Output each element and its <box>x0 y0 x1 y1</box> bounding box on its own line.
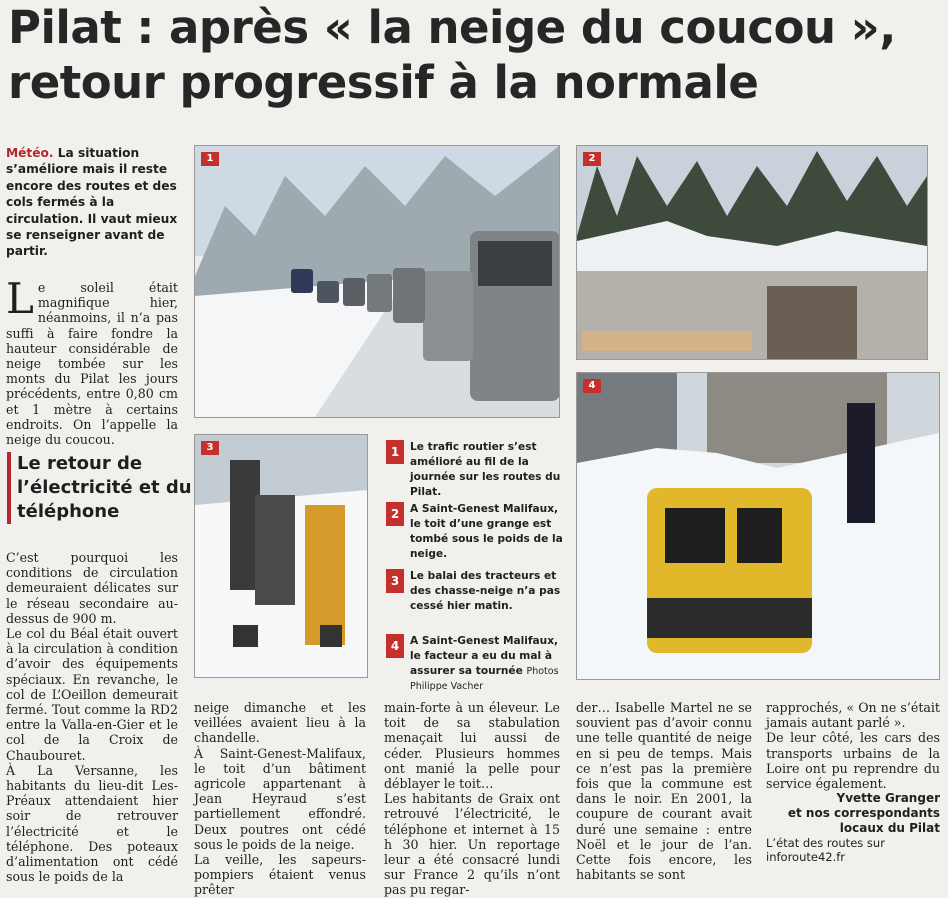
column-4: der… Isabelle Martel ne se souvient pas d’avoir connu une telle quantité de neige en si peu de temps. Mais ce n’est pas la première fois que la commune est dans le noir. En 2001, la coupure de courant avait duré une semaine : entre Noël et le jour de l’an. Cette fois encore, les habitants se sont <box>576 700 752 883</box>
caption-number: 1 <box>386 440 404 464</box>
caption-1 <box>386 440 566 500</box>
photo-traffic <box>194 145 560 418</box>
lead-paragraph <box>6 145 184 260</box>
dropcap: L <box>6 274 34 323</box>
signature-name: Yvette Granger <box>836 791 940 806</box>
caption-body <box>410 634 566 694</box>
intro-text: e soleil était magnifique hier, néanmoins, il n’a pas suffi à faire fondre la hauteur considérable de neige tombée sur les monts du Pilat les jours précédents, entre 0,80 cm et 1 mètre à certains endroits. On l’appelle la neige du coucou. <box>6 280 178 448</box>
column-3: main-forte à un éleveur. Le toit de sa stabulation menaçait lui aussi de céder. Plusieurs hommes ont manié la pelle pour déblayer le toit… Les habitants de Graix ont retrouvé l’électricité, le téléphone et internet à 15 h 30 hier. Un reportage leur a été consacré lundi sur France 2 qu’ils n’ont pas pu regar- <box>384 700 560 898</box>
caption-number: 3 <box>386 569 404 593</box>
intro-column <box>6 274 178 448</box>
column-5-text: rapprochés, « On ne s’était jamais autant parlé ». De leur côté, les cars des transports urbains de la Loire ont pu reprendre du service également. <box>766 700 940 792</box>
photo-barn <box>576 145 928 360</box>
photo-badge-1: 1 <box>201 152 219 166</box>
photo-tractor-image <box>195 435 367 677</box>
photo-barn-image <box>577 146 927 359</box>
subhead: Le retour de l’électricité et du téléphone <box>7 452 193 524</box>
photo-postman-image <box>577 373 939 679</box>
caption-text: A Saint-Genest Malifaux, le facteur a eu du mal à assurer sa tournée <box>410 635 559 677</box>
caption-text: Le balai des tracteurs et des chasse-neige n’a pas cessé hier matin. <box>410 570 561 612</box>
caption-number: 2 <box>386 502 404 526</box>
photo-badge-4: 4 <box>583 379 601 393</box>
photo-postman <box>576 372 940 680</box>
photo-credit: Photos Philippe Vacher <box>410 666 559 692</box>
column-2: neige dimanche et les veillées avaient lieu à la chandelle. À Saint-Genest-Malifaux, le toit d’un bâtiment agricole appartenant à Jean Heyraud s’est partiellement effondré. Deux poutres ont cédé sous le poids de la neige. La veille, les sapeurs-pompiers étaient venus prêter <box>194 700 366 898</box>
column-5 <box>766 700 940 864</box>
photo-traffic-image <box>195 146 559 417</box>
caption-text: Le trafic routier s’est amélioré au fil de la journée sur les routes du Pilat. <box>410 441 561 498</box>
kicker: Météo. <box>6 146 54 160</box>
caption-3 <box>386 569 566 614</box>
headline: Pilat : après « la neige du coucou », retour progressif à la normale <box>8 1 896 109</box>
photo-badge-3: 3 <box>201 441 219 455</box>
caption-2 <box>386 502 566 562</box>
lead-text: La situation s’améliore mais il reste encore des routes et des cols fermés à la circulation. Il vaut mieux se renseigner avant de partir. <box>6 146 178 259</box>
signature-rest: et nos correspondants locaux du Pilat <box>787 806 940 836</box>
caption-text: A Saint-Genest Malifaux, le toit d’une grange est tombé sous le poids de la neige. <box>410 503 563 560</box>
caption-4 <box>386 634 566 694</box>
photo-badge-2: 2 <box>583 152 601 166</box>
photo-tractor <box>194 434 368 678</box>
column-1: C’est pourquoi les conditions de circulation demeuraient délicates sur le réseau secondaire au-dessus de 900 m. Le col du Béal était ouvert à la circulation à condition d’avoir des équipements spéciaux. En revanche, le col de L’Oeillon demeurait fermé. Tout comme la RD2 entre la Valla-en-Gier et le col de la Croix de Chaubouret. À La Versanne, les habitants du lieu-dit Les-Préaux attendaient hier soir de retrouver l’électricité et le téléphone. Des poteaux d’alimentation ont cédé sous le poids de la <box>6 550 178 885</box>
footer-link-text: L’état des routes sur inforoute42.fr <box>766 836 885 865</box>
caption-number: 4 <box>386 634 404 658</box>
